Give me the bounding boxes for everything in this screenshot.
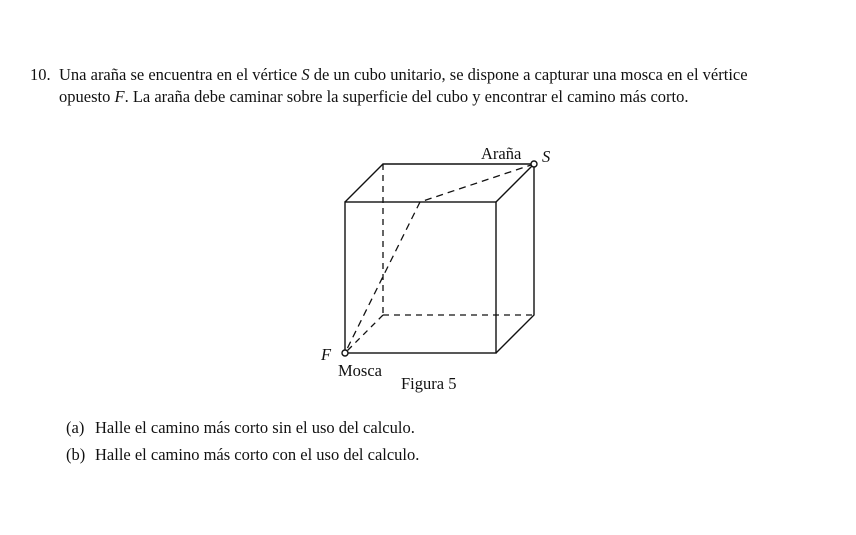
problem-text-line-2: opuesto F. La araña debe caminar sobre la superficie del cubo y encontrar el camino más corto. xyxy=(59,87,689,106)
hidden-depth-edge xyxy=(345,315,383,353)
vertex-s-marker xyxy=(531,161,537,167)
problem-number: 10. xyxy=(30,65,51,84)
label-f: F xyxy=(321,345,332,364)
part-b-text: Halle el camino más corto con el uso del calculo. xyxy=(95,445,420,464)
cube-front-face xyxy=(345,202,496,353)
problem-text-line-1: Una araña se encuentra en el vértice S de un cubo unitario, se dispone a capturar una mosca en el vértice xyxy=(59,65,748,84)
label-s: S xyxy=(542,147,551,166)
path-segment-top xyxy=(420,164,534,202)
label-fly: Mosca xyxy=(338,361,382,380)
part-a xyxy=(66,414,419,441)
problem-parts xyxy=(66,414,419,468)
vertex-f-marker xyxy=(342,350,348,356)
cube-top-right-edge xyxy=(496,164,534,202)
part-a-text: Halle el camino más corto sin el uso del calculo. xyxy=(95,418,415,437)
vertex-f-variable: F xyxy=(114,87,125,106)
label-spider: Araña xyxy=(481,144,522,163)
part-b-label: (b) xyxy=(66,445,86,464)
part-a-label: (a) xyxy=(66,418,85,437)
vertex-s-variable: S xyxy=(301,65,310,84)
figure-caption: Figura 5 xyxy=(401,374,457,393)
part-b xyxy=(66,441,419,468)
